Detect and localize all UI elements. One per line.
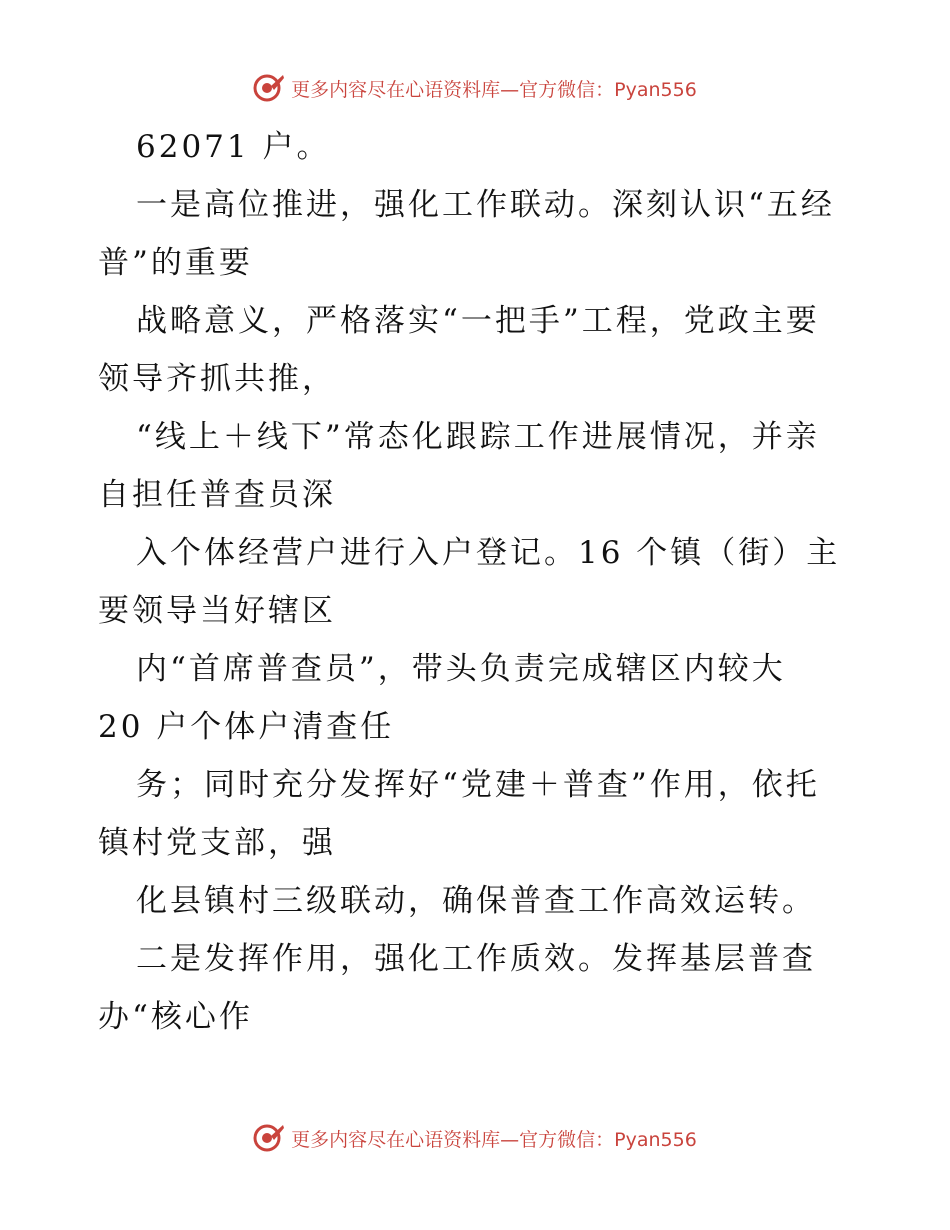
text-line: 要领导当好辖区 — [98, 593, 336, 629]
text-line: 办“核心作 — [98, 999, 253, 1035]
text-line: 化县镇村三级联动，确保普查工作高效运转。 — [136, 883, 816, 919]
text-line: 领导齐抓共推， — [98, 361, 336, 397]
text-line: 务；同时充分发挥好“党建＋普查”作用，依托 — [136, 767, 820, 803]
text-line: 镇村党支部，强 — [98, 825, 336, 861]
text-line: 自担任普查员深 — [98, 477, 336, 513]
text-line: 二是发挥作用，强化工作质效。发挥基层普查 — [136, 941, 816, 977]
watermark-text: 更多内容尽在心语资料库—官方微信：Pyan556 — [291, 1128, 697, 1151]
pen-logo-icon — [253, 1122, 285, 1154]
text-line: 一是高位推进，强化工作联动。深刻认识“五经 — [136, 187, 835, 223]
text-line: 62071 户。 — [136, 129, 331, 165]
header-watermark — [0, 72, 950, 104]
pen-logo-icon — [253, 72, 285, 104]
text-line: 内“首席普查员”，带头负责完成辖区内较大 — [136, 651, 786, 687]
text-line: 战略意义，严格落实“一把手”工程，党政主要 — [136, 303, 820, 339]
text-line: 入个体经营户进行入户登记。16 个镇（街）主 — [136, 535, 841, 571]
watermark-text: 更多内容尽在心语资料库—官方微信：Pyan556 — [291, 78, 697, 101]
text-line: “线上＋线下”常态化跟踪工作进展情况，并亲 — [136, 419, 820, 455]
footer-watermark — [0, 1122, 950, 1154]
text-line: 20 户个体户清查任 — [98, 709, 395, 745]
document-body — [98, 118, 858, 1046]
text-line: 普”的重要 — [98, 245, 253, 281]
